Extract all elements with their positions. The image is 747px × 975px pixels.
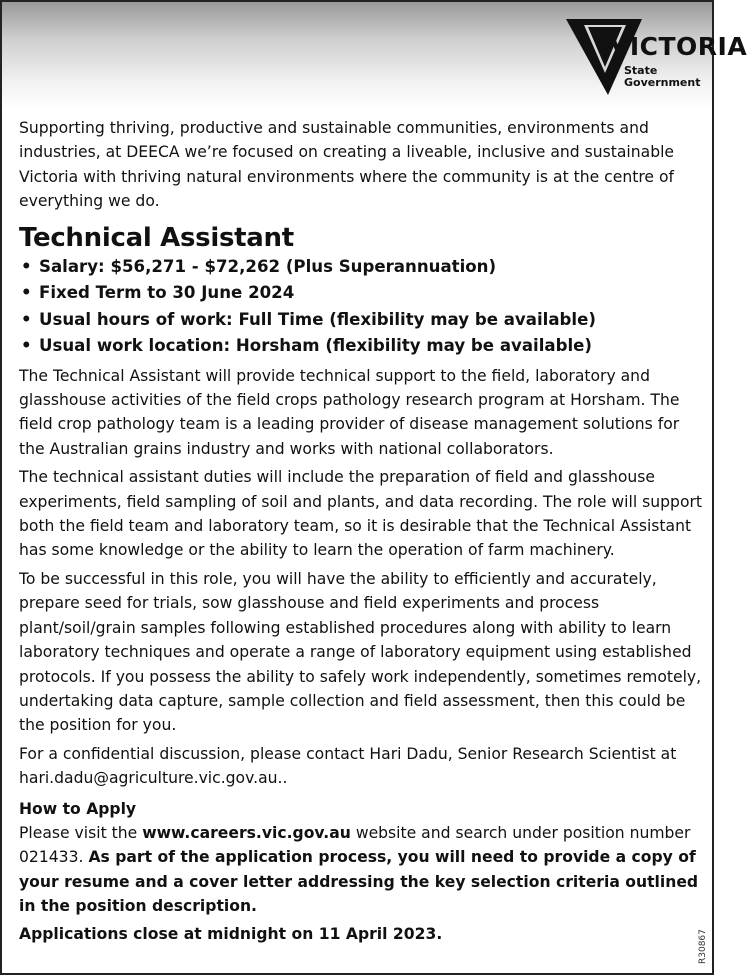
highlight-hours: • Usual hours of work: Full Time (flexibility may be available)	[19, 307, 703, 334]
contact-paragraph: For a confidential discussion, please contact Hari Dadu, Senior Research Scientist at hari.dadu@agriculture.vic.gov.au..	[19, 744, 677, 788]
closing-date: Applications close at midnight on 11 April 2023.	[19, 924, 443, 943]
job-highlights-list	[19, 254, 703, 360]
how-to-apply-paragraph	[19, 821, 703, 919]
intro-paragraph: Supporting thriving, productive and sustainable communities, environments and industries, at DEECA we’re focused on creating a liveable, inclusive and sustainable Victoria with thriving natural environments where the community is at the centre of everything we do.	[19, 119, 675, 211]
careers-website-link[interactable]: www.careers.vic.gov.au	[142, 823, 351, 842]
logo-subtitle-line1: State	[624, 64, 658, 77]
job-title: Technical Assistant	[19, 222, 294, 253]
highlight-location: • Usual work location: Horsham (flexibility may be available)	[19, 333, 703, 360]
role-description-paragraph: The Technical Assistant will provide technical support to the field, laboratory and glasshouse activities of the field crops pathology research program at Horsham. The field crop pathology team is a leading provider of disease management solutions for the Australian grains industry and works with national collaborators.	[19, 366, 680, 458]
how-to-apply-heading: How to Apply	[19, 799, 137, 818]
apply-text-after: website and search under position number 021433.	[19, 823, 691, 867]
logo-subtitle	[624, 65, 700, 89]
apply-text-before: Please visit the	[19, 823, 143, 842]
logo-subtitle-line2: Government	[624, 76, 701, 89]
victoria-state-government-logo	[562, 17, 747, 97]
highlight-term: • Fixed Term to 30 June 2024	[19, 280, 703, 307]
header-banner	[2, 2, 747, 110]
duties-paragraph: The technical assistant duties will include the preparation of field and glasshouse experiments, field sampling of soil and plants, and data recording. The role will support both the field team and laboratory team, so it is desirable that the Technical Assistant has some knowledge or the ability to learn the operation of farm machinery.	[19, 468, 703, 560]
apply-instruction: As part of the application process, you will need to provide a copy of your resume and a cover letter addressing the key selection criteria outlined in the position description.	[19, 848, 699, 916]
logo-wordmark: VICTORIA	[610, 32, 747, 61]
highlight-salary: • Salary: $56,271 - $72,262 (Plus Superannuation)	[19, 254, 703, 281]
ad-content	[19, 116, 703, 947]
reference-code: R30867	[698, 929, 708, 964]
requirements-paragraph: To be successful in this role, you will have the ability to efficiently and accurately, prepare seed for trials, sow glasshouse and field experiments and process plant/soil/grain samples following established procedures along with ability to learn laboratory techniques and operate a range of laboratory equipment using established protocols. If you possess the ability to safely work independently, sometimes remotely, undertaking data capture, sample collection and field assessment, then this could be the position for you.	[19, 569, 702, 735]
